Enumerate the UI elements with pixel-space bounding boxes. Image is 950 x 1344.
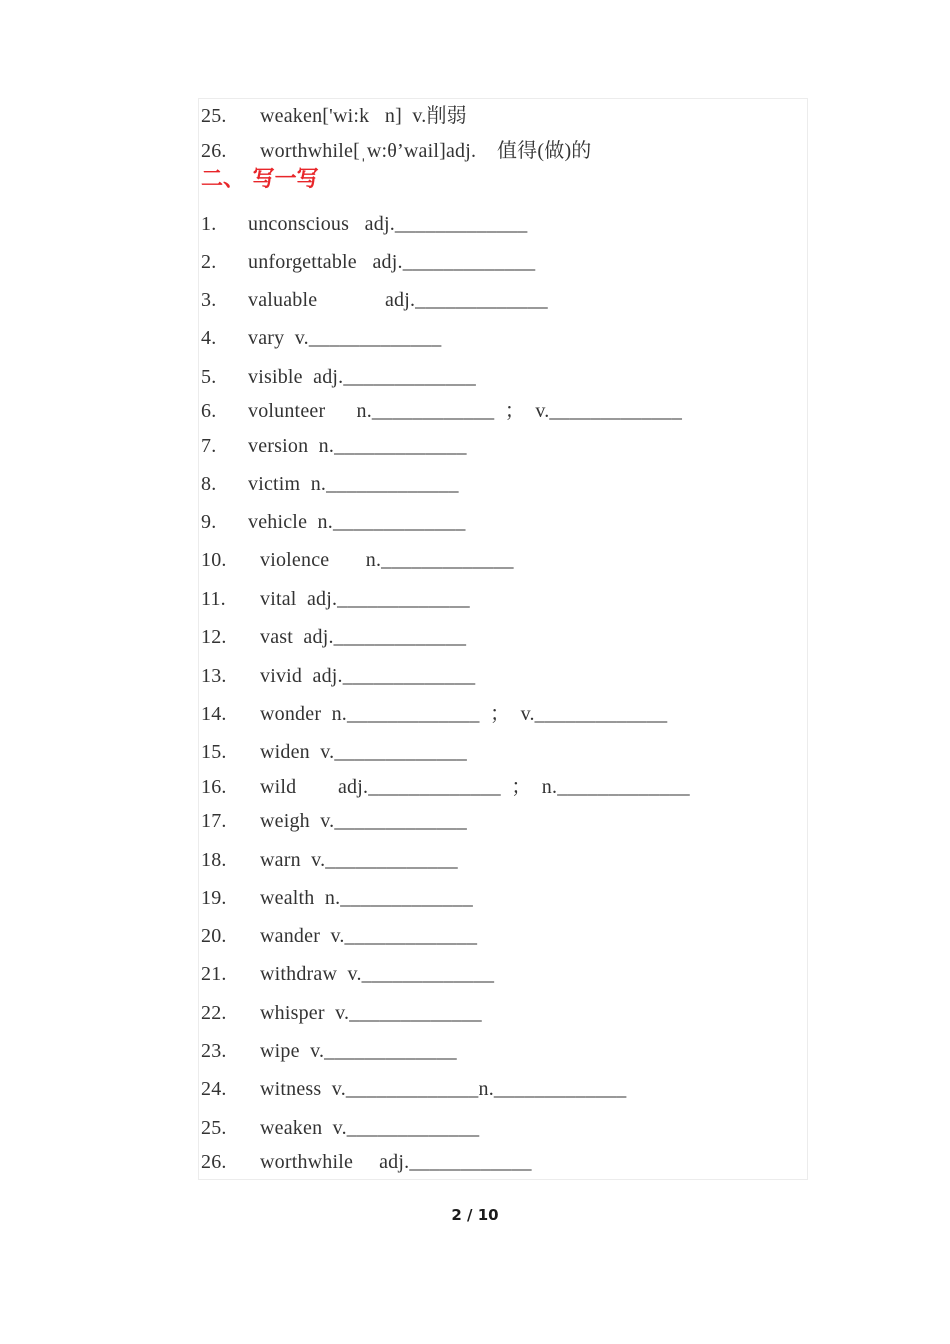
exercise-item <box>201 548 514 572</box>
exercise-item <box>201 1001 482 1025</box>
item-text: warn v._____________ <box>260 849 458 871</box>
item-number: 23. <box>201 1040 227 1062</box>
page-indicator: 2 / 10 <box>451 1206 499 1224</box>
item-number: 22. <box>201 1002 227 1024</box>
item-number: 20. <box>201 925 227 947</box>
item-text: wipe v._____________ <box>260 1040 457 1062</box>
exercise-item <box>201 326 441 350</box>
exercise-item <box>201 1077 627 1101</box>
item-number: 11. <box>201 588 226 610</box>
exercise-item <box>201 962 494 986</box>
item-text: volunteer n.____________ ； v._____________ <box>248 400 683 422</box>
exercise-item <box>201 740 467 764</box>
exercise-item <box>201 886 473 910</box>
item-text: valuable adj._____________ <box>248 289 548 311</box>
item-number: 10. <box>201 549 227 571</box>
item-text: unforgettable adj._____________ <box>248 251 536 273</box>
item-number: 24. <box>201 1078 227 1100</box>
item-text: weaken['wi:k n] v.削弱 <box>260 105 467 127</box>
item-text: wonder n._____________ ； v._____________ <box>260 703 668 725</box>
item-text: unconscious adj._____________ <box>248 213 528 235</box>
vocab-item <box>201 139 592 163</box>
item-number: 25. <box>201 105 227 127</box>
exercise-item <box>201 775 690 799</box>
exercise-item <box>201 809 467 833</box>
item-number: 2. <box>201 251 217 273</box>
item-text: withdraw v._____________ <box>260 963 495 985</box>
item-number: 9. <box>201 511 217 533</box>
item-text: widen v._____________ <box>260 741 467 763</box>
item-text: victim n._____________ <box>248 473 459 495</box>
item-text: worthwhile adj.____________ <box>260 1151 532 1173</box>
item-number: 19. <box>201 887 227 909</box>
exercise-item <box>201 1150 532 1174</box>
exercise-item <box>201 1039 457 1063</box>
item-number: 4. <box>201 327 217 349</box>
item-text: whisper v._____________ <box>260 1002 482 1024</box>
item-number: 6. <box>201 400 217 422</box>
item-number: 25. <box>201 1117 227 1139</box>
item-text: vivid adj._____________ <box>260 665 476 687</box>
exercise-item <box>201 472 459 496</box>
exercise-item <box>201 702 667 726</box>
item-number: 14. <box>201 703 227 725</box>
item-number: 7. <box>201 435 217 457</box>
item-number: 5. <box>201 366 217 388</box>
exercise-item <box>201 664 475 688</box>
vocab-item <box>201 104 467 128</box>
exercise-item <box>201 365 476 389</box>
item-number: 12. <box>201 626 227 648</box>
exercise-item <box>201 848 458 872</box>
item-text: vary v._____________ <box>248 327 442 349</box>
item-text: weigh v._____________ <box>260 810 467 832</box>
item-number: 13. <box>201 665 227 687</box>
item-number: 1. <box>201 213 217 235</box>
item-number: 26. <box>201 1151 227 1173</box>
exercise-item <box>201 924 477 948</box>
item-number: 26. <box>201 140 227 162</box>
item-number: 18. <box>201 849 227 871</box>
item-number: 17. <box>201 810 227 832</box>
item-text: vital adj._____________ <box>260 588 470 610</box>
exercise-item <box>201 212 528 236</box>
item-text: witness v._____________n._____________ <box>260 1078 627 1100</box>
exercise-item <box>201 434 467 458</box>
exercise-item <box>201 288 548 312</box>
item-text: worthwhile[ˌw:θ’wail]adj. 值得(做)的 <box>260 140 592 162</box>
exercise-item <box>201 250 535 274</box>
item-text: wander v._____________ <box>260 925 478 947</box>
item-text: weaken v._____________ <box>260 1117 480 1139</box>
item-text: visible adj._____________ <box>248 366 476 388</box>
item-text: version n._____________ <box>248 435 467 457</box>
item-text: vast adj._____________ <box>260 626 467 648</box>
item-number: 3. <box>201 289 217 311</box>
item-number: 8. <box>201 473 217 495</box>
exercise-item <box>201 399 682 423</box>
exercise-item <box>201 510 466 534</box>
exercise-item <box>201 625 466 649</box>
item-text: wild adj._____________ ； n._____________ <box>260 776 690 798</box>
exercise-item <box>201 1116 479 1140</box>
item-text: vehicle n._____________ <box>248 511 466 533</box>
item-number: 21. <box>201 963 227 985</box>
exercise-item <box>201 587 470 611</box>
item-text: violence n._____________ <box>260 549 514 571</box>
item-number: 16. <box>201 776 227 798</box>
item-text: wealth n._____________ <box>260 887 473 909</box>
section-title: 二、 写一写 <box>201 167 319 192</box>
item-number: 15. <box>201 741 227 763</box>
